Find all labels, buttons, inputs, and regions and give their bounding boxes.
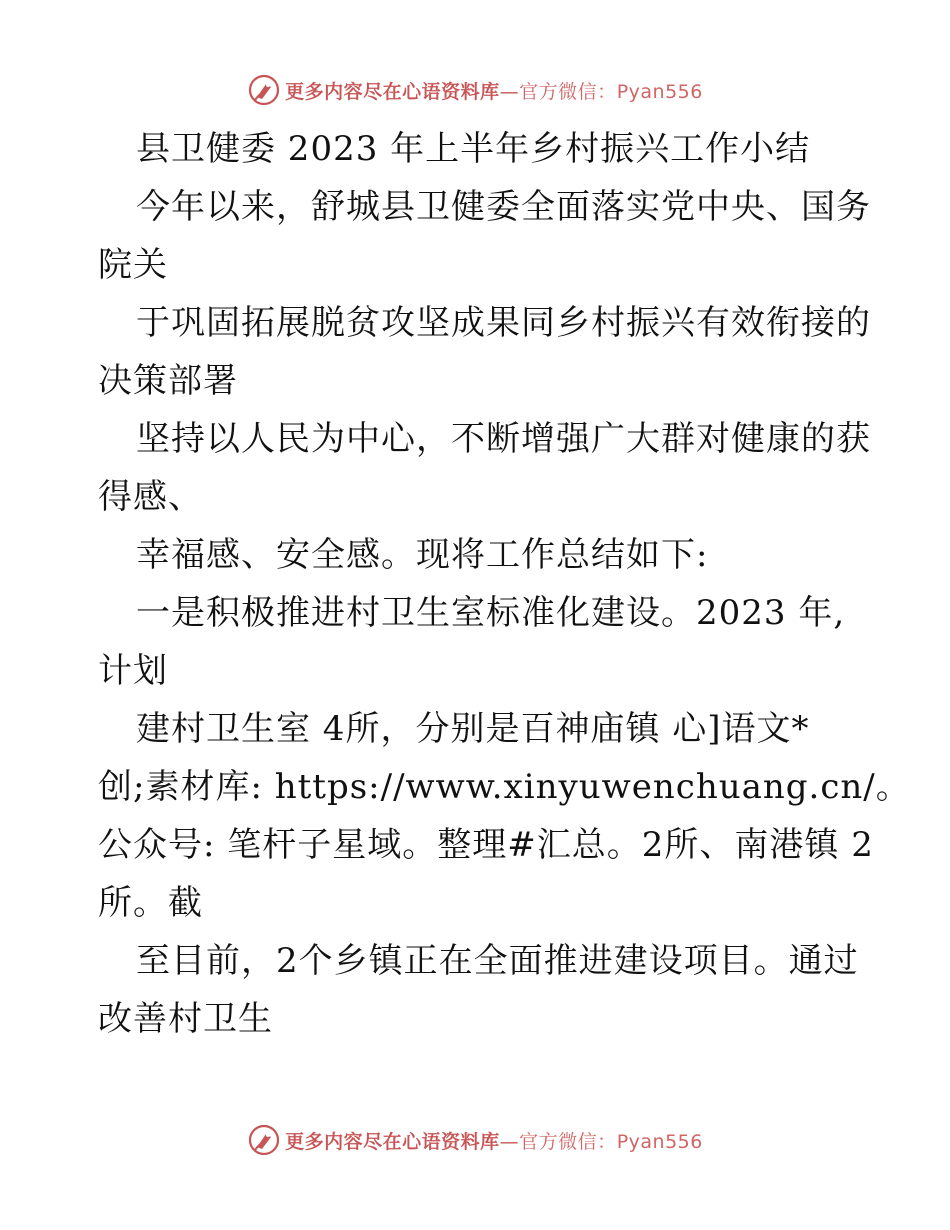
banner-wechat-label: 官方微信： — [519, 1130, 617, 1153]
banner-wechat-id: Pyan556 — [616, 80, 703, 103]
text-line: 坚持以人民为中心，不断增强广大群对健康的获 — [136, 419, 871, 459]
pen-nib-logo-icon — [247, 73, 281, 107]
document-title: 县卫健委 2023 年上半年乡村振兴工作小结 — [136, 129, 811, 169]
banner-wechat-label: 官方微信： — [519, 80, 617, 103]
banner-text — [285, 77, 703, 104]
text-line: 至目前，2个乡镇正在全面推进建设项目。通过 — [136, 941, 859, 981]
text-line: 公众号: 笔杆子星域。整理#汇总。2所、南港镇 2 — [98, 825, 874, 865]
footer-banner — [0, 1120, 950, 1160]
text-line: 于巩固拓展脱贫攻坚成果同乡村振兴有效衔接的 — [136, 303, 871, 343]
banner-separator: — — [499, 1130, 520, 1153]
text-line: 建村卫生室 4所，分别是百神庙镇 心]语文* — [136, 709, 810, 749]
banner-site-text: 更多内容尽在心语资料库 — [285, 80, 500, 103]
text-line-url: 创;素材库: https://www.xinyuwenchuang.cn/。 — [98, 767, 911, 807]
text-line: 改善村卫生 — [98, 999, 273, 1039]
text-line: 决策部署 — [98, 361, 238, 401]
banner-wechat-id: Pyan556 — [616, 1130, 703, 1153]
text-line: 幸福感、安全感。现将工作总结如下: — [136, 535, 709, 575]
banner-text — [285, 1127, 703, 1154]
text-line: 得感、 — [98, 477, 203, 517]
text-line: 计划 — [98, 651, 168, 691]
banner-site-text: 更多内容尽在心语资料库 — [285, 1130, 500, 1153]
text-line: 一是积极推进村卫生室标准化建设。2023 年, — [136, 593, 846, 633]
text-line: 所。截 — [98, 883, 203, 923]
header-banner — [0, 70, 950, 110]
text-line: 院关 — [98, 245, 168, 285]
banner-separator: — — [499, 80, 520, 103]
pen-nib-logo-icon — [247, 1123, 281, 1157]
text-line: 今年以来，舒城县卫健委全面落实党中央、国务 — [136, 187, 871, 227]
